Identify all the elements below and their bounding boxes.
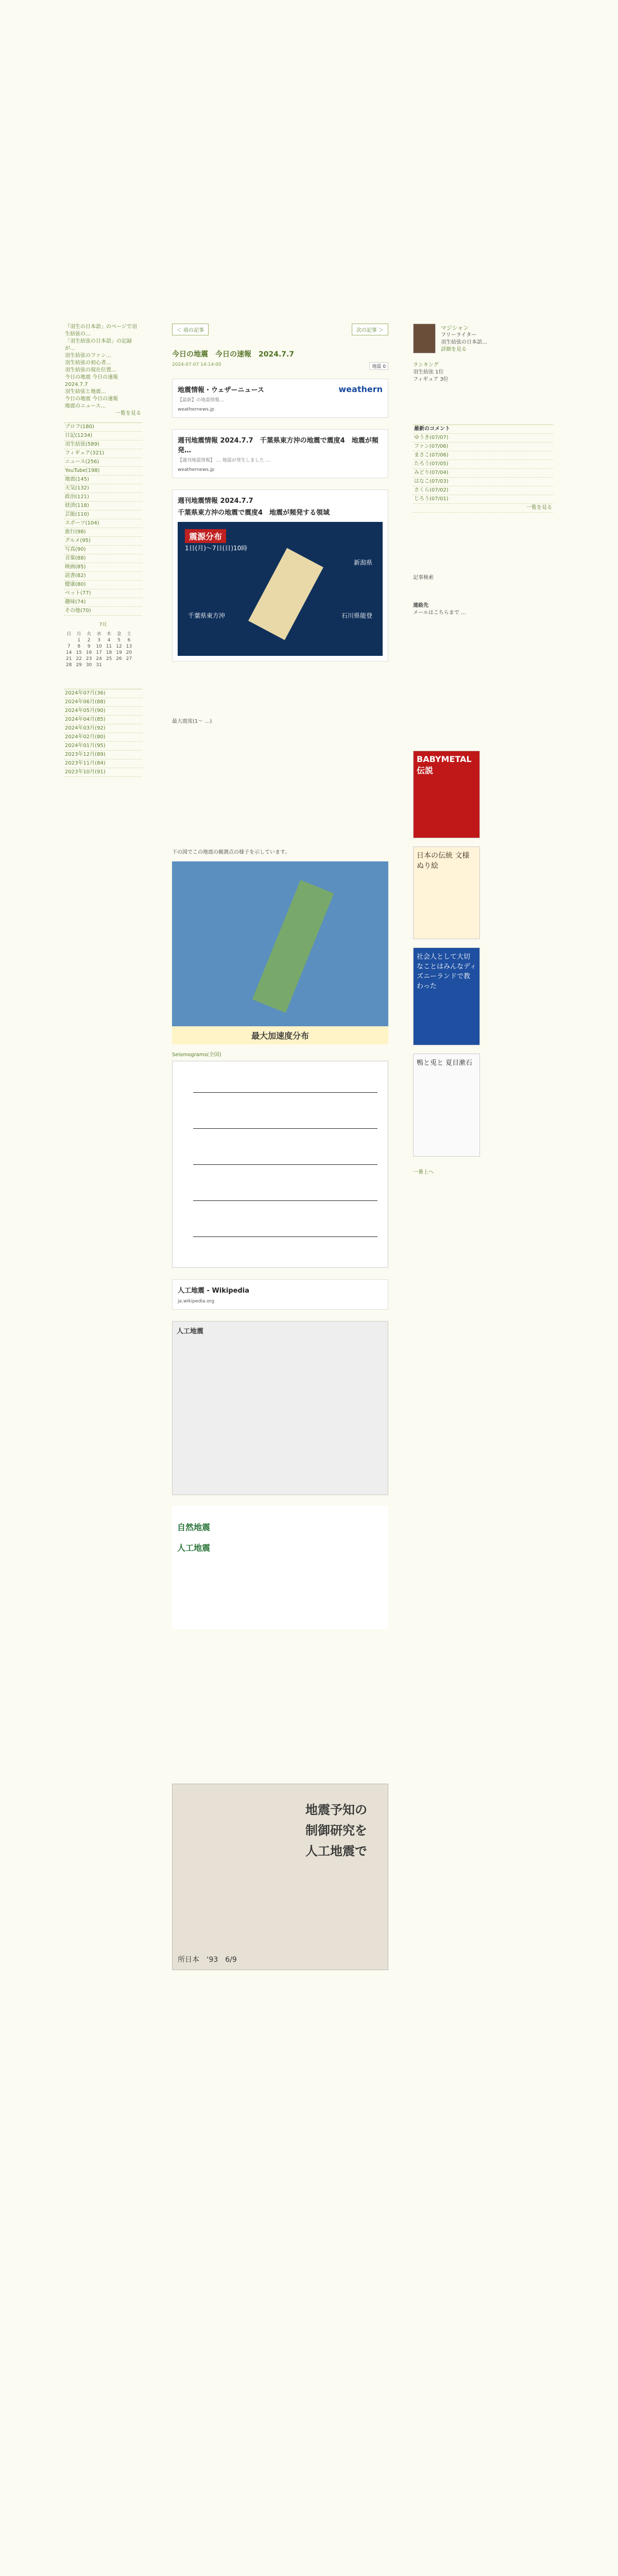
main-column (172, 324, 388, 1970)
search-box (413, 574, 553, 582)
seismogram-trace (193, 1164, 377, 1165)
category-item[interactable]: ニュース(256) (64, 458, 142, 467)
book-title: BABYMETAL 伝説 (417, 754, 472, 775)
post-category-badge[interactable]: 地震 0 (369, 362, 388, 370)
calendar-cell[interactable]: 6 (127, 638, 131, 643)
category-item[interactable]: 写真(90) (64, 546, 142, 554)
archive-item[interactable]: 2023年11月(84) (64, 759, 142, 768)
ranking-item[interactable]: 羽生結弦 1位 (413, 369, 444, 375)
seismogram-plot (172, 1061, 388, 1268)
profile-line: 羽生結弦の日本語… (441, 340, 487, 345)
top-links (64, 324, 142, 417)
category-item[interactable]: 旅行(98) (64, 528, 142, 537)
calendar-cell[interactable]: 10 (96, 644, 102, 649)
category-item[interactable]: 天気(132) (64, 484, 142, 493)
ranking-title: ランキング (413, 362, 439, 368)
category-list (64, 422, 142, 616)
archive-item[interactable]: 2024年07月(36) (64, 689, 142, 698)
contact-text: メールはこちらまで … (413, 610, 466, 616)
calendar-cell (114, 662, 124, 668)
wiki-screenshot (172, 1321, 388, 1495)
book-ad[interactable] (413, 947, 480, 1045)
quake-label-3: 石川県能登 (341, 612, 372, 619)
recent-comments (413, 425, 553, 513)
category-item[interactable]: スポーツ(104) (64, 519, 142, 528)
book-title: 日本の伝統 文様 ぬり絵 (417, 852, 470, 870)
post-date: 2024-07-07 14:14:00 (172, 362, 221, 367)
map-caption: 最大加速度分布 (172, 1026, 388, 1044)
quake-tag: 震源分布 (185, 529, 226, 543)
calendar-cell[interactable]: 29 (76, 663, 82, 668)
calendar-cell[interactable]: 9 (87, 644, 91, 649)
contact-title: 連絡先 (413, 603, 428, 608)
calendar-cell[interactable]: 5 (117, 638, 121, 643)
calendar-cell[interactable]: 11 (106, 644, 112, 649)
card-source: ja.wikipedia.org (178, 1299, 215, 1304)
category-item[interactable]: グルメ(95) (64, 537, 142, 546)
figure-title-1: 自然地震 (177, 1522, 211, 1532)
profile-line: フリーライター (441, 332, 477, 338)
calendar-cell[interactable]: 7 (67, 644, 71, 649)
category-item[interactable]: 健康(80) (64, 581, 142, 589)
calendar-cell: 木 (107, 632, 112, 637)
calendar-cell[interactable]: 19 (116, 650, 122, 655)
calendar (64, 621, 142, 668)
seismogram-trace (193, 1200, 377, 1201)
book-ad[interactable] (413, 1054, 480, 1157)
right-sidebar (413, 324, 553, 1176)
comment-item[interactable]: まさこ(07/06) (413, 451, 553, 460)
archive-item[interactable]: 2024年04月(85) (64, 716, 142, 724)
calendar-cell[interactable]: 22 (76, 656, 82, 662)
calendar-cell[interactable]: 24 (96, 656, 102, 662)
calendar-cell[interactable]: 4 (107, 638, 111, 643)
calendar-cell[interactable]: 17 (96, 650, 102, 655)
category-item[interactable]: 日記(1234) (64, 432, 142, 440)
artificial-quake-figure (172, 1505, 388, 1629)
quake-label-1: 新潟県 (353, 559, 372, 566)
calendar-cell[interactable]: 26 (116, 656, 122, 662)
calendar-cell[interactable]: 12 (116, 644, 122, 649)
calendar-cell[interactable]: 14 (66, 650, 72, 655)
recent-title: 最新のコメント (413, 425, 553, 434)
category-item[interactable]: ペット(77) (64, 589, 142, 598)
calendar-cell[interactable]: 15 (76, 650, 82, 655)
calendar-cell[interactable]: 16 (85, 650, 92, 655)
newspaper-headline-3: 人工地震で (305, 1844, 367, 1858)
seismogram-trace (193, 1128, 377, 1129)
comment-item[interactable]: さくら(07/02) (413, 486, 553, 495)
calendar-cell (124, 662, 134, 668)
post-title: 今日の地震 今日の速報 2024.7.7 (172, 350, 295, 359)
ranking-box (413, 362, 553, 383)
calendar-cell[interactable]: 25 (106, 656, 112, 662)
archive-item[interactable]: 2024年05月(90) (64, 707, 142, 716)
search-title: 記事検索 (413, 575, 434, 581)
card-text (178, 384, 264, 403)
top-link[interactable]: 羽生結弦の現在位置… (65, 367, 116, 373)
top-link[interactable]: 今日の地震 今日の速報 (65, 396, 118, 402)
avatar (413, 324, 436, 353)
category-item[interactable]: 音楽(88) (64, 554, 142, 563)
profile-name[interactable]: マジシャン (441, 325, 469, 331)
archive-item[interactable]: 2024年02月(80) (64, 733, 142, 742)
newspaper-headline-2: 制御研究を (305, 1823, 367, 1838)
figure-title-2: 人工地震 (177, 1543, 211, 1553)
comment-item[interactable]: ファン(07/06) (413, 443, 553, 451)
prev-post-button[interactable]: ＜ 前の記事 (172, 324, 209, 335)
comment-item[interactable]: じろう(07/01) (413, 495, 553, 504)
book-title: 鴨と兎と 夏目漱石 (417, 1059, 473, 1067)
link-card-weathernews[interactable] (172, 379, 388, 418)
category-item[interactable]: 地震(145) (64, 476, 142, 484)
card-title: 週刊地震情報 2024.7.7 千葉県東方沖の地震で震度4 地震が頻発… (178, 437, 379, 454)
calendar-cell[interactable]: 20 (126, 650, 132, 655)
contact-box (413, 602, 553, 617)
profile-more[interactable]: 詳細を見る (441, 347, 467, 352)
calendar-cell[interactable]: 13 (126, 644, 132, 649)
seismogram-link[interactable]: Seismograms(全国) (172, 1052, 221, 1058)
profile-text (441, 324, 487, 353)
archive-item[interactable]: 2023年12月(89) (64, 751, 142, 759)
quake-period: 1日(月)〜7日(日)10時 (185, 545, 248, 552)
calendar-cell: 日 (66, 632, 72, 637)
card-title: 地震情報・ウェザーニュース (178, 386, 264, 394)
link-card-weekly-quake[interactable] (172, 429, 388, 478)
calendar-cell[interactable]: 28 (66, 663, 72, 668)
calendar-cell: 月 (76, 632, 81, 637)
seismogram-trace (193, 1236, 377, 1237)
category-item[interactable]: 読書(82) (64, 572, 142, 581)
left-sidebar (64, 324, 142, 777)
ranking-item[interactable]: フィギュア 3位 (413, 377, 449, 382)
header-band (0, 0, 618, 77)
category-item[interactable]: 芸能(110) (64, 511, 142, 519)
newspaper-footer: 所日本 ‘93 6/9 (178, 1956, 237, 1964)
map-intro: 下の図でこの地震の観測点の様子を示しています。 (172, 850, 290, 855)
top-link[interactable]: 『羽生の日本語」のページで羽生結弦の… (65, 324, 137, 337)
category-item[interactable]: 趣味(74) (64, 598, 142, 607)
archive-list (64, 689, 142, 777)
japan-shape (252, 880, 334, 1013)
calendar-cell[interactable]: 3 (97, 638, 100, 643)
card-source: weathernews.jp (178, 407, 215, 412)
quake-header: 週刊地震情報 2024.7.7 (178, 497, 253, 505)
top-link[interactable]: 羽生結弦のファン… (65, 353, 111, 359)
calendar-cell[interactable]: 1 (77, 638, 81, 643)
calendar-title: 7月 (99, 622, 107, 628)
quake-summary-card (172, 489, 388, 662)
top-link[interactable]: 羽生結弦と地震… (65, 389, 106, 395)
calendar-cell[interactable]: 8 (77, 644, 81, 649)
calendar-cell: 火 (87, 632, 92, 637)
category-item[interactable]: 羽生結弦(589) (64, 440, 142, 449)
next-post-button[interactable]: 次の記事 ＞ (352, 324, 388, 335)
top-link[interactable]: 今日の地震 今日の速報 2024.7.7 (65, 375, 118, 387)
calendar-cell[interactable]: 31 (96, 663, 102, 668)
card-subtitle: 【最新】の地震情報… (178, 398, 225, 403)
card-header (178, 384, 383, 403)
category-item[interactable]: その他(70) (64, 607, 142, 616)
post-nav (172, 324, 388, 335)
newspaper-headline-1: 地震予知の (305, 1803, 367, 1817)
comment-item[interactable]: みどり(07/04) (413, 469, 553, 478)
category-item[interactable]: 経済(118) (64, 502, 142, 511)
link-card-wikipedia[interactable] (172, 1279, 388, 1310)
calendar-cell[interactable]: 27 (126, 656, 132, 662)
calendar-cell: 土 (126, 632, 131, 637)
category-item[interactable]: 政治(121) (64, 493, 142, 502)
weathernews-logo: weathern (338, 384, 383, 394)
calendar-cell[interactable] (64, 637, 74, 643)
book-ad[interactable] (413, 751, 480, 838)
calendar-cell: 金 (116, 632, 122, 637)
comment-item[interactable]: たろう(07/05) (413, 460, 553, 469)
archive-item[interactable]: 2023年10月(91) (64, 768, 142, 777)
category-item[interactable]: 映画(85) (64, 563, 142, 572)
category-item[interactable]: フィギュア(321) (64, 449, 142, 458)
top-link[interactable]: 「羽生結弦の日本語」の記録が… (65, 338, 132, 351)
post-meta (172, 362, 388, 367)
newspaper-scan (172, 1784, 388, 1970)
archive-item[interactable]: 2024年06月(88) (64, 698, 142, 707)
card-subtitle: 【週刊地震情報】 … 地震が発生しました … (178, 458, 270, 463)
calendar-cell[interactable]: 2 (87, 638, 91, 643)
quake-map-image (178, 522, 383, 656)
top-link[interactable]: 羽生結弦の初心者… (65, 360, 111, 366)
more-link[interactable]: 一覧を見る (115, 411, 141, 416)
profile-box (413, 324, 553, 353)
calendar-cell[interactable]: 23 (85, 656, 92, 662)
card-source: weathernews.jp (178, 467, 215, 472)
calendar-table (64, 630, 134, 668)
seismogram-trace (193, 1092, 377, 1093)
land-shape (248, 548, 323, 640)
wiki-title: 人工地震 (177, 1328, 204, 1335)
book-title: 社会人として大切なことはみんなディズニーランドで教わった (417, 953, 476, 990)
back-to-top-link[interactable]: 一番上へ (413, 1170, 434, 1175)
category-item[interactable]: プロフ(180) (64, 423, 142, 432)
quake-label-2: 千葉県東方沖 (188, 612, 226, 619)
body-text: 最大震度(1〜 …) (172, 719, 212, 724)
comment-item[interactable]: ゆうき(07/07) (413, 434, 553, 443)
calendar-cell[interactable]: 21 (66, 656, 72, 662)
acceleration-map (172, 861, 388, 1026)
archive-item[interactable]: 2024年01月(95) (64, 742, 142, 751)
comment-item[interactable]: はなこ(07/03) (413, 478, 553, 486)
card-title: 人工地震 - Wikipedia (178, 1287, 250, 1295)
quake-header-2: 千葉県東方沖の地震で震度4 地震が頻発する領域 (178, 509, 330, 517)
calendar-cell (104, 662, 114, 668)
calendar-cell[interactable]: 30 (85, 663, 92, 668)
calendar-cell: 水 (96, 632, 101, 637)
archive-item[interactable]: 2024年03月(92) (64, 724, 142, 733)
book-ad[interactable] (413, 846, 480, 939)
category-item[interactable]: YouTube(198) (64, 467, 142, 476)
top-link[interactable]: 地震のニュース… (65, 403, 106, 409)
comments-more[interactable]: 一覧を見る (413, 504, 553, 513)
calendar-cell[interactable]: 18 (106, 650, 112, 655)
